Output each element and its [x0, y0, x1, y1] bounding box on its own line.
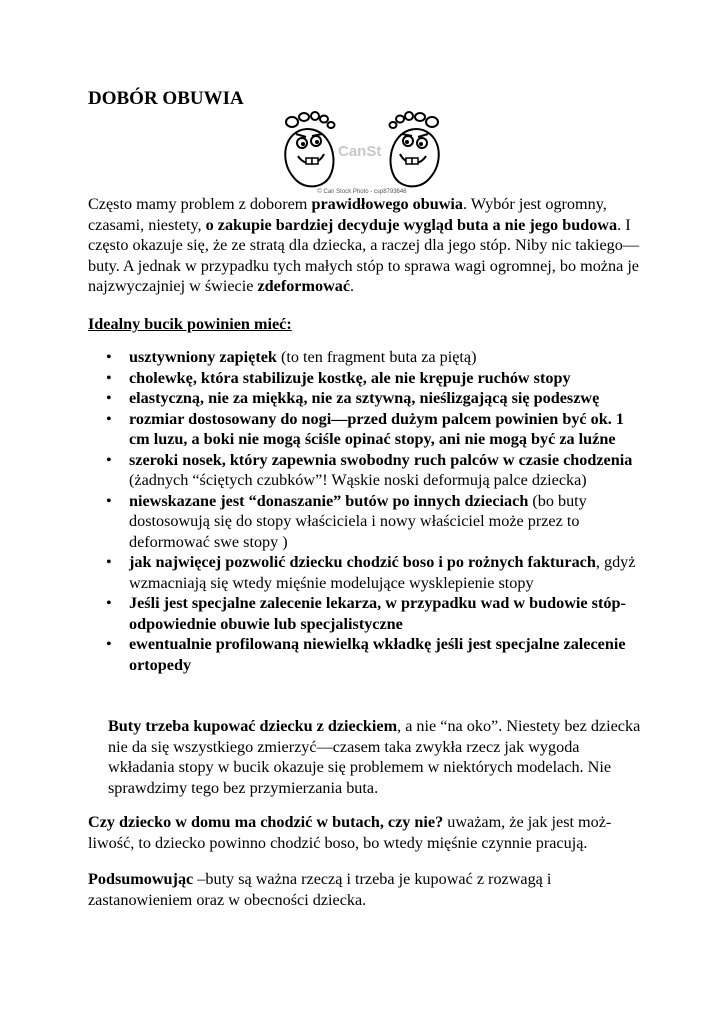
list-item: • elastyczną, nie za miękką, nie za sztywną, nieślizgającą się podeszwę [88, 388, 648, 409]
list-item: • usztywniony zapiętek (to ten fragment buta za piętą) [88, 347, 648, 368]
list-item: • rozmiar dostosowany do nogi—przed dużym palcem powinien być ok. 1 cm luzu, a boki nie mogą ściśle opinać stopy, ani nie mogą być za luźne [88, 409, 648, 450]
smiling-feet-icon [272, 110, 452, 196]
buying-paragraph: Buty trzeba kupować dziecku z dzieckiem, a nie “na oko”. Niestety bez dziecka nie da się wszystkiego zmierzyć—czasem taka zwykła rzecz jak wygoda wkładania stopy w bucik okazuje się problemem w niektórych modelach. Nie sprawdzimy tego bez przymierzania buta. [108, 717, 641, 797]
watermark-text: CanSt [338, 143, 382, 160]
list-item: • szeroki nosek, który zapewnia swobodny ruch palców w czasie chodzenia (żadnych “ściętych czubków”! Wąskie noski deformują palce dziecka) [88, 450, 648, 491]
list-item: • Jeśli jest specjalne zalecenie lekarza, w przypadku wad w budowie stóp-odpowiednie obuwie lub specjalistyczne [88, 593, 648, 634]
list-heading: Idealny bucik powinien mieć: [88, 315, 292, 333]
image-caption: © Can Stock Photo - csp8793646 [317, 189, 407, 195]
list-item: • jak najwięcej pozwolić dziecku chodzić boso i po rożnych fakturach, gdyż wzmacniają się wtedy mięśnie modelujące wysklepienie stopy [88, 552, 648, 593]
list-item: • cholewkę, która stabilizuje kostkę, ale nie krępuje ruchów stopy [88, 368, 648, 389]
shoe-requirements-list [88, 347, 648, 675]
page-title: DOBÓR OBUWIA [88, 88, 244, 109]
home-paragraph: Czy dziecko w domu ma chodzić w butach, czy nie? uważam, że jak jest możliwość, to dziecko powinno chodzić boso, bo wtedy mięśnie czynnie pracują. [88, 813, 612, 852]
intro-paragraph: Często mamy problem z doborem prawidłowego obuwia. Wybór jest ogromny, czasami, niestety, o zakupie bardziej decyduje wygląd buta a nie jego budowa. I często okazuje się, że ze stratą dla dziecka, a raczej dla jego stóp. Niby nic takiego—buty. A jednak w przypadku tych małych stóp to sprawa wagi ogromnej, bo można je najzwyczajniej w świecie zdeformować. [88, 195, 640, 295]
list-item: • ewentualnie profilowaną niewielką wkładkę jeśli jest specjalne zalecenie ortopedy [88, 634, 648, 675]
summary-paragraph: Podsumowując –buty są ważna rzeczą i trzeba je kupować z rozwagą i zastanowieniem oraz w obecności dziecka. [88, 870, 552, 909]
list-item: • niewskazane jest “donaszanie” butów po innych dzieciach (bo buty dostosowują się do stopy właściciela i nowy właściciel może przez to deformować swe stopy ) [88, 491, 648, 553]
